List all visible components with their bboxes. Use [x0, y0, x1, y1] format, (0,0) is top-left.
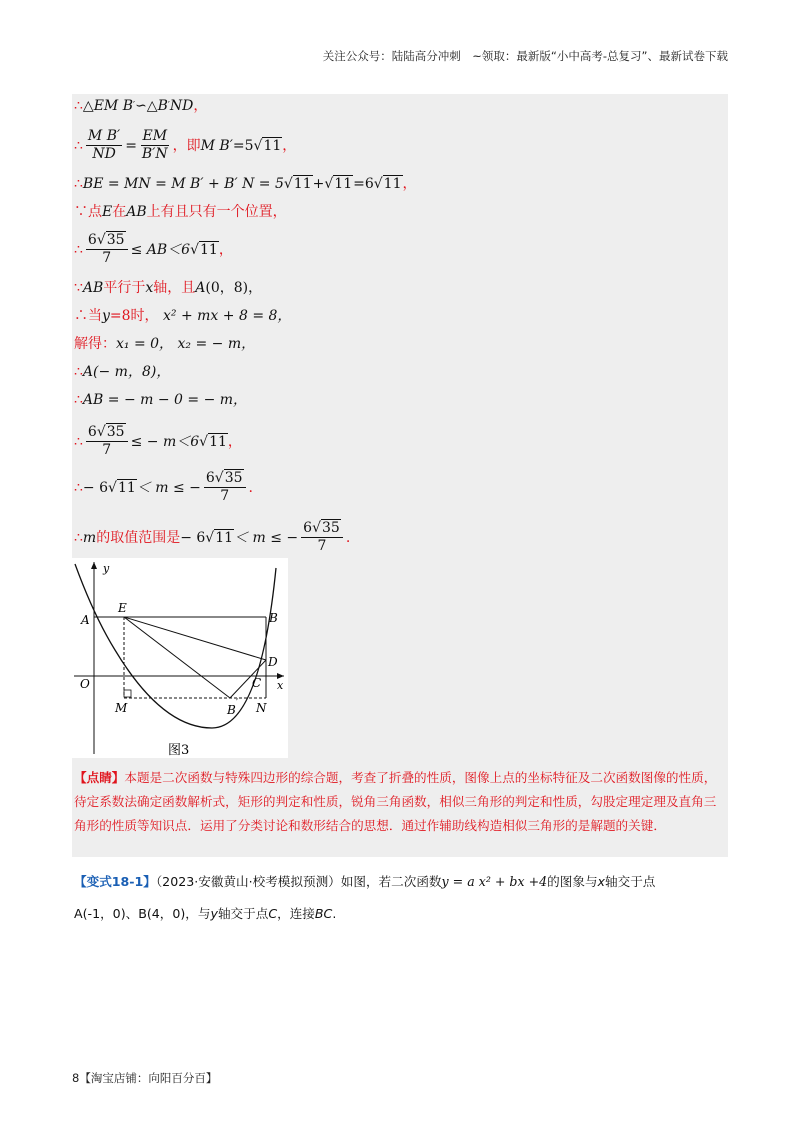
text: 上有且只有一个位置， [146, 204, 287, 220]
math-text: =6 [353, 176, 374, 192]
numerator: 6 [87, 232, 97, 248]
radicand: 35 [106, 232, 125, 248]
label-o: O [80, 677, 90, 691]
math-text: B [157, 98, 168, 114]
sqrt: √35 [312, 520, 340, 536]
math-text: ND [169, 98, 194, 114]
label-x: x [277, 679, 284, 692]
therefore-symbol: ∴ [74, 98, 83, 114]
sqrt: √11 [283, 176, 312, 192]
denominator: B′N [141, 146, 168, 162]
math-text: x [597, 874, 605, 889]
therefore-symbol: ∴ [74, 529, 83, 546]
math-text: − 6 [82, 479, 109, 496]
solution-line-4 [74, 202, 287, 222]
math-text: ≤ − m＜6 [130, 433, 200, 450]
radicand: 11 [117, 479, 136, 496]
math-text: E [102, 204, 113, 220]
radicand: 11 [293, 176, 312, 192]
sqrt: √11 [205, 529, 234, 546]
label-b: B [269, 611, 278, 625]
variant-formula: y = a x² + bx +4 [441, 874, 548, 889]
label-m: M [115, 701, 128, 715]
fraction [86, 232, 128, 267]
math-text: EM [93, 98, 119, 114]
math-text: x₂ = − m， [177, 336, 256, 352]
math-text: x₁ = 0， [116, 336, 174, 352]
label-c: C [252, 676, 262, 690]
radicand: 11 [215, 529, 234, 546]
label-d: D [268, 655, 278, 669]
label-b-prime: B [227, 703, 236, 717]
segment-ed [124, 617, 266, 660]
therefore-symbol: ∴ [74, 479, 83, 496]
text: 的图象与 [547, 874, 598, 889]
math-text: (0，8)， [205, 280, 263, 296]
text: 轴交于点 [605, 874, 656, 889]
therefore-symbol: ∴ [74, 392, 83, 408]
fraction [140, 128, 170, 163]
math-text: ≤ AB＜6 [130, 241, 191, 258]
therefore-symbol: ∴ [74, 433, 83, 450]
solution-line-8 [74, 334, 255, 354]
text: 的取值范围是 [96, 529, 181, 546]
sqrt: √11 [373, 176, 402, 192]
variant-tag: 【变式18-1】 [74, 874, 156, 889]
text: =8时， [109, 308, 159, 324]
math-text: A [195, 280, 206, 296]
denominator: 7 [102, 250, 112, 266]
variant-source: （2023·安徽黄山·校考模拟预测）如图，若二次函数 [155, 874, 442, 889]
sqrt: √35 [96, 424, 125, 440]
punct: . [248, 479, 253, 496]
math-text: ＜ m ≤ − [234, 529, 299, 546]
denominator: 7 [220, 488, 230, 504]
numerator: 6 [205, 470, 215, 486]
punct: ， [227, 433, 242, 450]
page-footer: 8【淘宝店铺：向阳百分百】 [72, 1071, 218, 1085]
radicand: 35 [224, 470, 243, 486]
text: 在 [112, 204, 127, 220]
solution-line-13 [74, 520, 350, 555]
punct: . [332, 906, 337, 921]
math-text: AB [126, 204, 147, 220]
math-text: B [122, 98, 134, 114]
radicand: 35 [321, 520, 340, 536]
note-text: 本题是二次函数与特殊四边形的综合题，考查了折叠的性质，图像上点的坐标特征及二次函数图像的性质，待定系数法确定函数解析式，矩形的判定和性质，锐角三角函数，相似三角形的判定和性质，勾股定理定理及直角三角形的性质等知识点．运用了分类讨论和数形结合的思想．通过作辅助线构造相似三角形的是解题的关键． [74, 770, 717, 833]
parabola-diagram [72, 558, 288, 758]
text: 轴，且 [153, 280, 196, 296]
fraction [86, 424, 128, 459]
math-text: + [312, 176, 325, 192]
sqrt: √11 [190, 241, 218, 258]
sqrt: √35 [96, 232, 125, 248]
numerator: EM [142, 128, 168, 144]
solution-line-6 [74, 278, 262, 298]
solution-line-11 [74, 424, 242, 459]
note-tag: 【点睛】 [74, 770, 125, 785]
text: 轴交于点 [217, 906, 269, 921]
radicand: 11 [263, 137, 282, 154]
text: ，即 [172, 137, 201, 154]
math-text: =5 [232, 137, 254, 154]
math-text: BC [314, 906, 333, 921]
text: 平行于 [103, 280, 146, 296]
radicand: 11 [383, 176, 402, 192]
label-a: A [81, 613, 90, 627]
punct: ， [193, 98, 208, 114]
radicand: 11 [334, 176, 353, 192]
sqrt: √11 [324, 176, 353, 192]
math-text: x [145, 280, 154, 296]
figure-caption: 图3 [168, 743, 190, 758]
variant-problem [74, 866, 728, 930]
math-text: y [102, 308, 110, 324]
text: ∴当 [74, 308, 102, 324]
text: ，连接 [277, 906, 315, 921]
punct: ， [218, 241, 233, 258]
similar-symbol: ∽ [135, 98, 147, 114]
punct: . [345, 529, 351, 546]
label-y: y [103, 562, 110, 575]
because-symbol: ∵ [74, 280, 83, 296]
solution-line-2 [74, 128, 296, 163]
math-text: A(− m，8)， [82, 364, 171, 380]
label-n: N [256, 701, 267, 715]
radicand: 11 [200, 241, 218, 258]
figure-3 [72, 558, 288, 758]
variant-points: A(-1，0)、B(4，0)，与 [74, 906, 211, 921]
therefore-symbol: ∴ [74, 176, 83, 192]
math-text: x² + mx + 8 = 8， [163, 308, 292, 324]
prime-mark: ′ [236, 698, 239, 709]
math-text: BE = MN = M B′ + B′ N = 5 [82, 176, 284, 192]
therefore-symbol: ∴ [74, 137, 83, 154]
sqrt: √11 [108, 479, 136, 496]
text: ∵点 [74, 204, 102, 220]
numerator: 6 [303, 520, 313, 536]
triangle-symbol: △ [82, 98, 94, 114]
denominator: 7 [317, 538, 327, 554]
y-arrow-icon [91, 562, 97, 569]
right-angle-mark [124, 690, 131, 697]
parabola-curve [75, 564, 276, 728]
sqrt: √11 [199, 433, 227, 450]
fraction [86, 128, 122, 163]
triangle-symbol: △ [146, 98, 158, 114]
solution-line-1: ∴ △ EM B ′ ∽ △ B ′ ND ， [74, 98, 208, 114]
solution-line-9 [74, 362, 170, 382]
radicand: 35 [106, 424, 125, 440]
math-text: AB [82, 280, 104, 296]
sqrt: √11 [253, 137, 282, 154]
math-text: − 6 [180, 529, 206, 546]
sqrt: √35 [214, 470, 243, 486]
equals: = [125, 137, 137, 154]
punct: ， [402, 176, 417, 192]
math-text: ＜ m ≤ − [136, 479, 201, 496]
numerator: 6 [87, 424, 97, 440]
math-text: AB = − m − 0 = − m， [82, 392, 248, 408]
solution-line-10 [74, 390, 247, 410]
punct: ， [282, 137, 297, 154]
numerator: M B′ [87, 128, 121, 144]
page-header: 关注公众号：陆陆高分冲刺 ~领取：最新版“小中高考-总复习”、最新试卷下载 [322, 49, 728, 63]
math-text: m [82, 529, 97, 546]
denominator: 7 [102, 442, 112, 458]
fraction [301, 520, 343, 555]
math-text: y [210, 906, 218, 921]
solution-line-3 [74, 174, 417, 194]
denominator: ND [92, 146, 116, 162]
solution-line-7 [74, 306, 291, 326]
key-point-note [74, 766, 728, 838]
label-e: E [118, 601, 127, 615]
math-text: C [268, 906, 278, 921]
radicand: 11 [209, 433, 227, 450]
therefore-symbol: ∴ [74, 364, 83, 380]
text: 解得： [74, 336, 116, 352]
math-text: M B′ [200, 137, 233, 154]
fraction [204, 470, 246, 505]
solution-line-5 [74, 232, 233, 267]
therefore-symbol: ∴ [74, 241, 83, 258]
solution-line-12 [74, 470, 253, 505]
